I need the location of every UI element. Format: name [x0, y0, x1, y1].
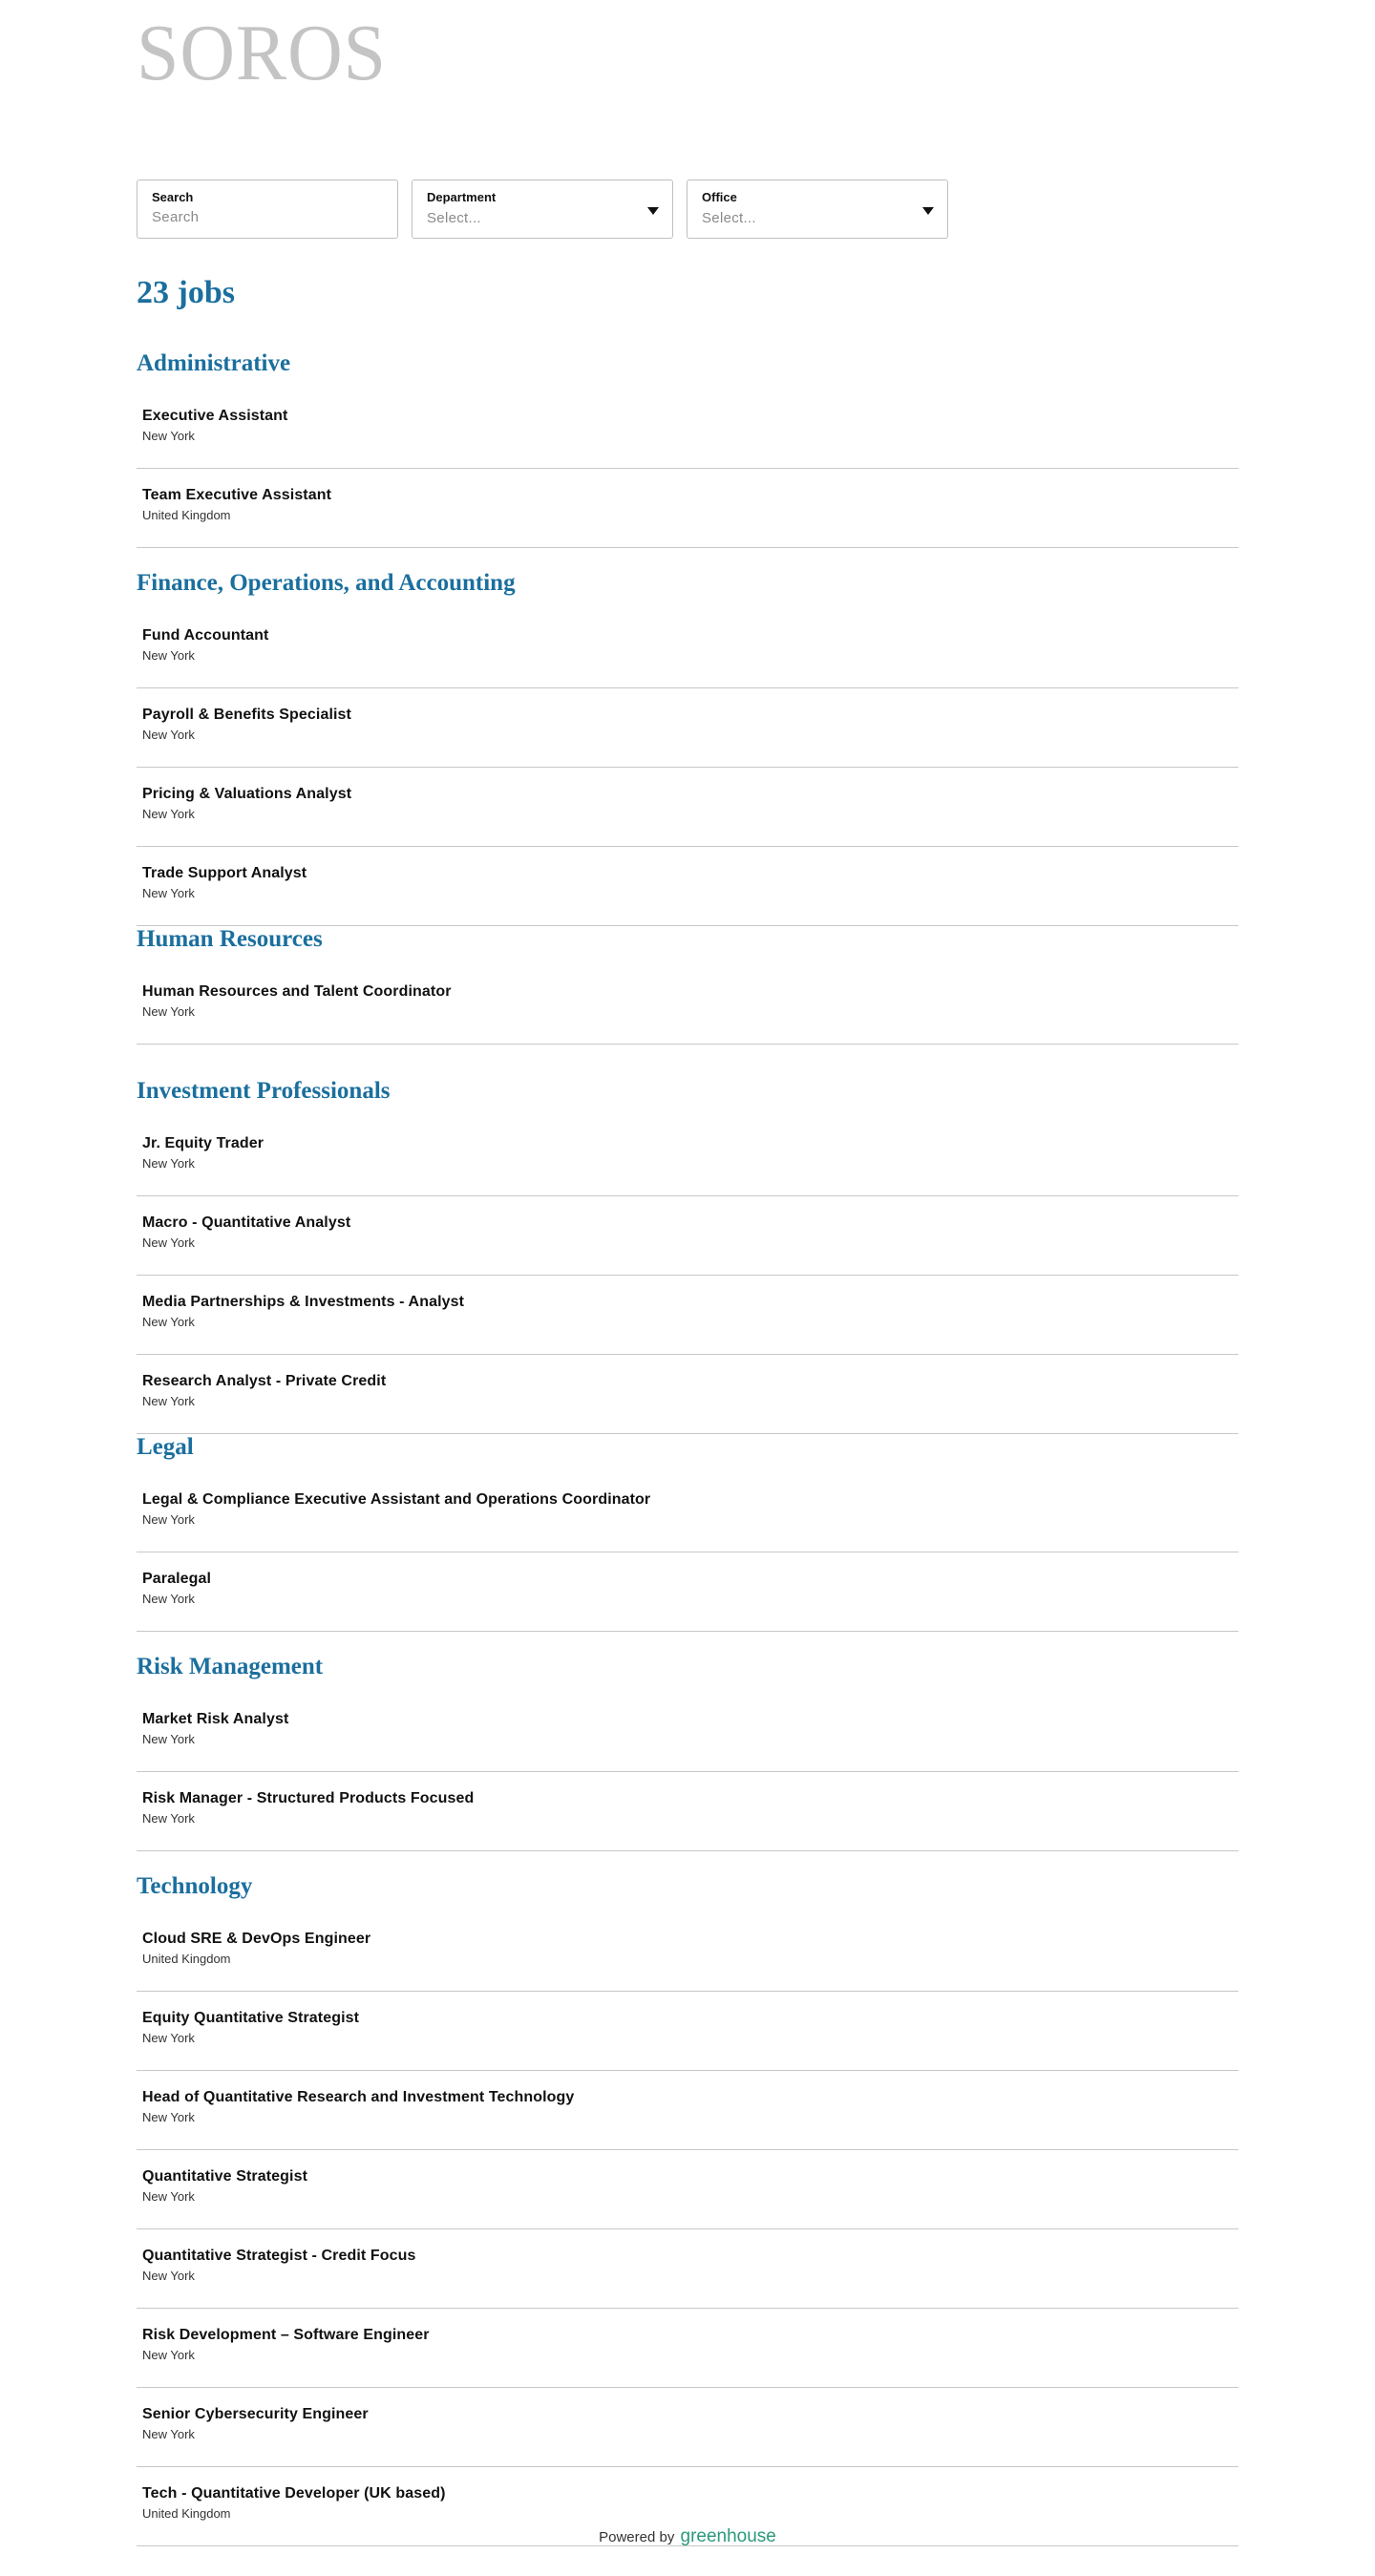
- job-location: New York: [142, 1811, 195, 1826]
- department-human-resources: [137, 923, 1238, 1045]
- department-investment-professionals: [137, 1075, 1238, 1434]
- office-label: Office: [702, 190, 737, 204]
- department-label: Department: [427, 190, 497, 204]
- chevron-down-icon[interactable]: [922, 207, 934, 215]
- department-value[interactable]: Select...: [427, 210, 481, 226]
- job-title[interactable]: Quantitative Strategist - Credit Focus: [142, 2248, 416, 2264]
- job-posting[interactable]: [137, 1366, 1238, 1434]
- job-posting[interactable]: [137, 1485, 1238, 1552]
- job-title[interactable]: Paralegal: [142, 1571, 212, 1587]
- job-location: United Kingdom: [142, 2506, 231, 2521]
- department-select[interactable]: [412, 179, 673, 239]
- job-filters: [137, 179, 948, 239]
- job-title[interactable]: Human Resources and Talent Coordinator: [142, 983, 452, 1000]
- department-title: Human Resources: [137, 926, 323, 952]
- job-posting[interactable]: [137, 1208, 1238, 1276]
- job-title[interactable]: Market Risk Analyst: [142, 1711, 289, 1727]
- job-location: New York: [142, 1315, 195, 1329]
- job-list: [137, 621, 1238, 926]
- job-title[interactable]: Payroll & Benefits Specialist: [142, 707, 351, 723]
- job-location: New York: [142, 1732, 195, 1746]
- job-title[interactable]: Quantitative Strategist: [142, 2168, 308, 2185]
- search-input[interactable]: [152, 209, 383, 225]
- job-location: New York: [142, 807, 195, 821]
- job-posting[interactable]: [137, 1784, 1238, 1851]
- job-location: New York: [142, 2031, 195, 2045]
- job-title[interactable]: Legal & Compliance Executive Assistant and Operations Coordinator: [142, 1491, 651, 1508]
- job-location: New York: [142, 886, 195, 900]
- office-value[interactable]: Select...: [702, 210, 756, 226]
- job-posting[interactable]: [137, 401, 1238, 469]
- job-posting[interactable]: [137, 779, 1238, 847]
- job-title[interactable]: Media Partnerships & Investments - Analyst: [142, 1294, 465, 1310]
- job-posting[interactable]: [137, 977, 1238, 1045]
- job-posting[interactable]: [137, 1924, 1238, 1992]
- job-list: [137, 1924, 1238, 2546]
- office-select[interactable]: [687, 179, 948, 239]
- department-technology: [137, 1870, 1238, 2546]
- job-list: [137, 1485, 1238, 1632]
- job-location: United Kingdom: [142, 508, 231, 522]
- job-posting[interactable]: [137, 2003, 1238, 2071]
- department-risk-management: [137, 1651, 1238, 1851]
- job-title[interactable]: Team Executive Assistant: [142, 487, 332, 503]
- job-list: [137, 401, 1238, 548]
- job-title[interactable]: Risk Manager - Structured Products Focused: [142, 1790, 475, 1806]
- department-title: Investment Professionals: [137, 1078, 391, 1104]
- job-count-heading: 23 jobs: [137, 275, 235, 310]
- search-label: Search: [152, 190, 194, 204]
- job-title[interactable]: Trade Support Analyst: [142, 865, 307, 881]
- job-title[interactable]: Equity Quantitative Strategist: [142, 2010, 360, 2026]
- job-title[interactable]: Tech - Quantitative Developer (UK based): [142, 2485, 446, 2502]
- job-location: New York: [142, 1235, 195, 1250]
- job-posting[interactable]: [137, 1129, 1238, 1196]
- job-posting[interactable]: [137, 2082, 1238, 2150]
- job-location: New York: [142, 728, 195, 742]
- job-location: New York: [142, 2110, 195, 2124]
- job-location: New York: [142, 648, 195, 663]
- job-location: New York: [142, 1004, 195, 1019]
- job-posting[interactable]: [137, 700, 1238, 768]
- job-list: [137, 977, 1238, 1045]
- job-posting[interactable]: [137, 2320, 1238, 2388]
- job-title[interactable]: Cloud SRE & DevOps Engineer: [142, 1931, 371, 1947]
- job-title[interactable]: Executive Assistant: [142, 408, 288, 424]
- job-title[interactable]: Fund Accountant: [142, 627, 269, 644]
- department-title: Technology: [137, 1873, 253, 1899]
- job-location: New York: [142, 1394, 195, 1408]
- search-filter[interactable]: [137, 179, 398, 239]
- company-logo[interactable]: SOROS: [137, 9, 388, 97]
- powered-by-text: Powered by: [599, 2529, 675, 2545]
- greenhouse-logo-link[interactable]: greenhouse: [680, 2526, 776, 2546]
- department-finance-operations-accounting: [137, 567, 1238, 926]
- job-posting[interactable]: [137, 621, 1238, 688]
- job-title[interactable]: Jr. Equity Trader: [142, 1135, 264, 1151]
- job-title[interactable]: Senior Cybersecurity Engineer: [142, 2406, 369, 2422]
- chevron-down-icon[interactable]: [647, 207, 659, 215]
- job-posting[interactable]: [137, 2241, 1238, 2309]
- job-location: New York: [142, 2269, 195, 2283]
- job-posting[interactable]: [137, 1564, 1238, 1632]
- job-posting[interactable]: [137, 480, 1238, 548]
- job-list: [137, 1129, 1238, 1434]
- job-title[interactable]: Macro - Quantitative Analyst: [142, 1214, 351, 1231]
- powered-by-footer: [0, 2526, 1375, 2547]
- job-list: [137, 1704, 1238, 1851]
- job-title[interactable]: Research Analyst - Private Credit: [142, 1373, 387, 1389]
- job-location: New York: [142, 2427, 195, 2441]
- job-location: New York: [142, 2189, 195, 2204]
- department-title: Legal: [137, 1434, 194, 1460]
- job-location: New York: [142, 1592, 195, 1606]
- job-title[interactable]: Risk Development – Software Engineer: [142, 2327, 430, 2343]
- job-posting[interactable]: [137, 1287, 1238, 1355]
- department-title: Administrative: [137, 350, 291, 376]
- job-location: New York: [142, 429, 195, 443]
- job-location: New York: [142, 1512, 195, 1527]
- job-location: New York: [142, 1156, 195, 1171]
- job-title[interactable]: Head of Quantitative Research and Investment Technology: [142, 2089, 575, 2105]
- job-title[interactable]: Pricing & Valuations Analyst: [142, 786, 352, 802]
- job-posting[interactable]: [137, 2162, 1238, 2229]
- job-location: New York: [142, 2348, 195, 2362]
- job-location: United Kingdom: [142, 1952, 231, 1966]
- job-posting[interactable]: [137, 858, 1238, 926]
- department-title: Finance, Operations, and Accounting: [137, 570, 516, 596]
- job-posting[interactable]: [137, 2399, 1238, 2467]
- department-administrative: [137, 348, 1238, 548]
- department-title: Risk Management: [137, 1654, 324, 1679]
- department-legal: [137, 1431, 1238, 1632]
- job-posting[interactable]: [137, 1704, 1238, 1772]
